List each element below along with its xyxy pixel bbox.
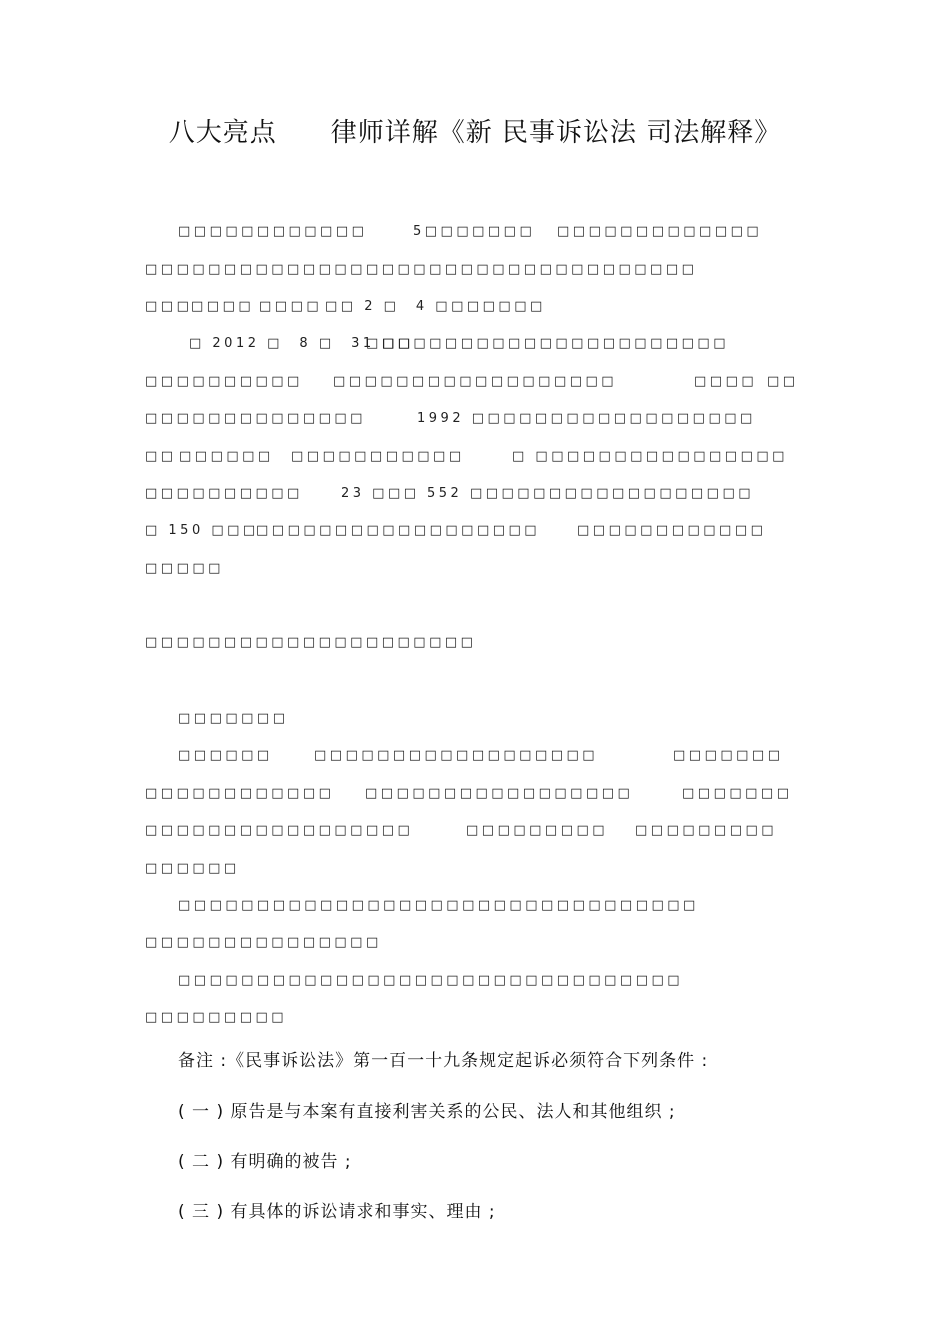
section1-line1-part3: □□□□□□□: [673, 748, 784, 763]
section1-line2-part2: □□□□□□□□□□□□□□□□□: [365, 786, 634, 801]
para2-line2-part2: □□□□□□□□□□□□□□□□□□: [333, 374, 618, 389]
para2-line2-part4: □□: [767, 374, 799, 389]
para1-line1-part2: 5□□□□□□□: [413, 224, 536, 239]
para1-line1-part1: □□□□□□□□□□□□: [178, 224, 368, 239]
section-heading: □□□□□□□□□□□□□□□□□□□□□: [145, 635, 477, 650]
document-title: 八大亮点 律师详解《新 民事诉讼法 司法解释》: [168, 118, 782, 148]
para2-line7: □□□□□: [145, 561, 224, 576]
para1-line3-part4: □□ 2 □ 4 □□□□□□□: [325, 299, 546, 314]
para2-line4-part3: □□□□□□□□□□□: [291, 449, 465, 464]
section1-line3-part3: □□□□□□□□□: [635, 823, 778, 838]
para2-line4-part1: □□: [145, 449, 177, 464]
para1-line3-part3: □□□□: [259, 299, 323, 314]
para2-line3-part2: 1992 □□□□□□□□□□□□□□□□□□: [417, 411, 756, 426]
note-item-2: ( 二 ) 有明确的被告 ;: [178, 1152, 352, 1172]
para2-line1-part1: □ 2012 □ 8 □ 31 □□: [189, 336, 414, 351]
para2-line6-part2: □□□□□□□□□□□□□□□□□□: [256, 523, 541, 538]
para2-line4-part2: □□□□□□: [179, 449, 274, 464]
para2-line4-part4: □ □□□□□□□□□□□□□□□□: [512, 449, 788, 464]
para1-line3-part1: □□□: [145, 299, 193, 314]
para1-line3-part2: □□□□: [191, 299, 255, 314]
section1-line4: □□□□□□: [145, 861, 240, 876]
para2-line5-part2: 23 □□□: [341, 486, 420, 501]
para2-line3-part1: □□□□□□□□□□□□□□: [145, 411, 366, 426]
note-item-1: ( 一 ) 原告是与本案有直接利害关系的公民、法人和其他组织 ;: [178, 1102, 676, 1122]
section1-para3-line2: □□□□□□□□□: [145, 1010, 288, 1025]
section1-line3-part2: □□□□□□□□□: [466, 823, 609, 838]
section1-line1-part2: □□□□□□□□□□□□□□□□□□: [314, 748, 599, 763]
section1-heading: □□□□□□□: [178, 711, 289, 726]
section1-line3-part1: □□□□□□□□□□□□□□□□□: [145, 823, 414, 838]
section1-para2-line1: □□□□□□□□□□□□□□□□□□□□□□□□□□□□□□□□□: [178, 898, 699, 913]
para2-line6-part3: □□□□□□□□□□□□: [577, 523, 767, 538]
para2-line2-part1: □□□□□□□□□□: [145, 374, 303, 389]
para1-line1-part3: □□□□□□□□□□□□□: [557, 224, 763, 239]
note-intro: 备注 :《民事诉讼法》第一百一十九条规定起诉必须符合下列条件 :: [178, 1051, 709, 1071]
section1-para2-line2: □□□□□□□□□□□□□□□: [145, 935, 382, 950]
para1-line2: □□□□□□□□□□□□□□□□□□□□□□□□□□□□□□□□□□□: [145, 262, 698, 277]
para2-line5-part1: □□□□□□□□□□: [145, 486, 303, 501]
section1-line1-part1: □□□□□□: [178, 748, 273, 763]
para2-line2-part3: □□□□: [694, 374, 758, 389]
para2-line5-part3: 552 □□□□□□□□□□□□□□□□□□: [427, 486, 755, 501]
section1-para3-line1: □□□□□□□□□□□□□□□□□□□□□□□□□□□□□□□□: [178, 973, 684, 988]
section1-line2-part1: □□□□□□□□□□□□: [145, 786, 335, 801]
para2-line1-part2: □□□□□□□□□□□□□□□□□□□□□□□: [366, 336, 730, 351]
note-item-3: ( 三 ) 有具体的诉讼请求和事实、理由 ;: [178, 1202, 496, 1222]
para2-line6-part1: □ 150 □□□: [145, 523, 259, 538]
section1-line2-part3: □□□□□□□: [682, 786, 793, 801]
